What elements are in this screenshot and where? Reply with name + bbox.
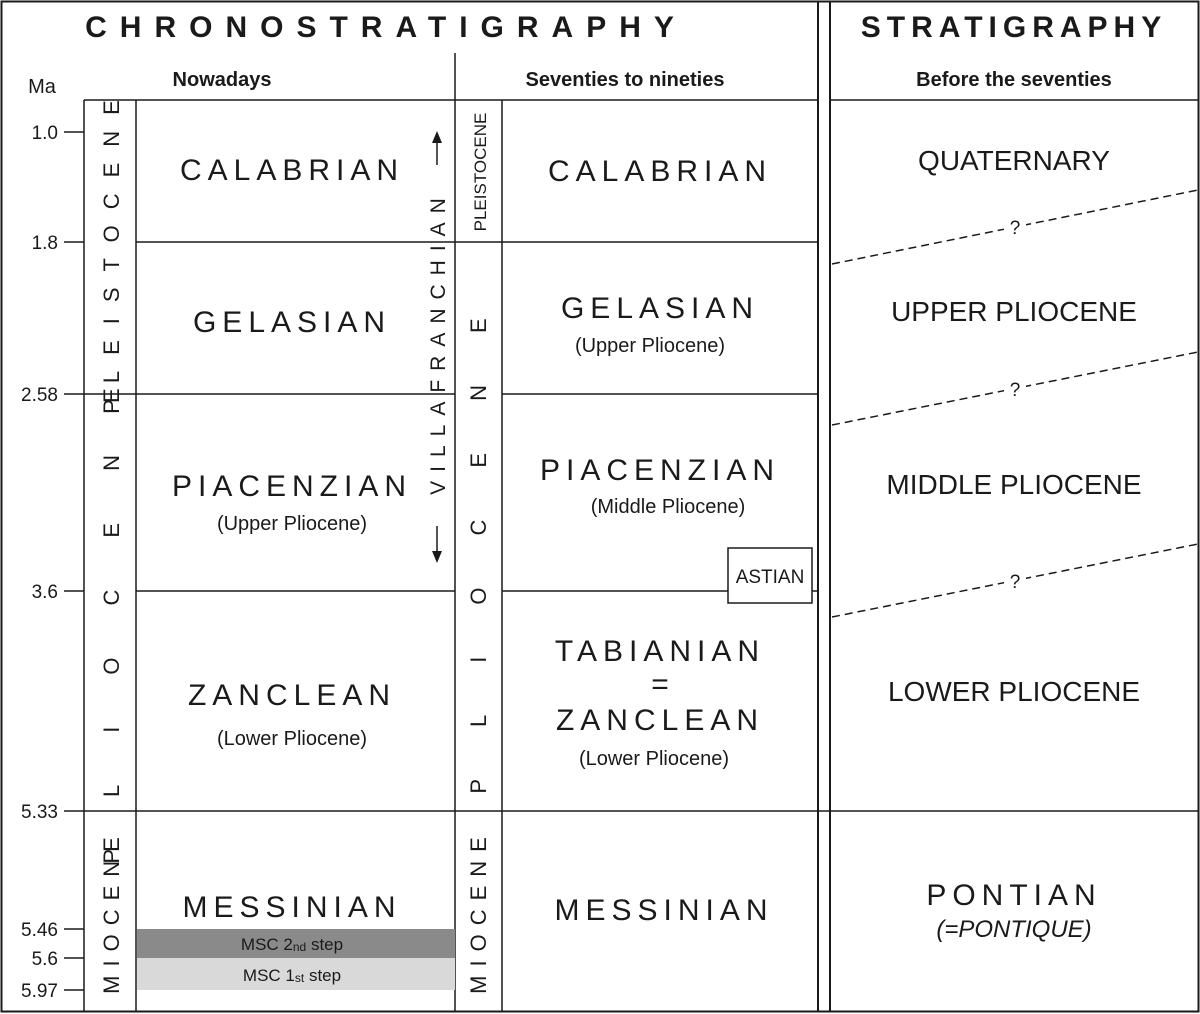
before-unit-lower-pliocene: LOWER PLIOCENE: [887, 676, 1141, 707]
tick-label-3-6: 3.6: [31, 582, 58, 603]
uncertain-mark-2: ?: [1009, 380, 1021, 401]
tick-label-5-46: 5.46: [21, 920, 58, 941]
nowadays-stage-zanclean-sub: (Lower Pliocene): [216, 728, 368, 750]
msc-1st-step-label: MSC 1st step: [242, 966, 342, 985]
msc-2nd-step-label: MSC 2nd step: [240, 935, 344, 954]
nowadays-epoch-pliocene: PLIOCENE: [99, 336, 124, 864]
seventies-epoch-pleistocene: PLEISTOCENE: [471, 112, 490, 232]
seventies-stage-zanclean-sub: (Lower Pliocene): [578, 748, 730, 770]
stratigraphy-title: STRATIGRAPHY: [860, 11, 1168, 44]
before-header: Before the seventies: [916, 69, 1112, 91]
nowadays-stage-piacenzian-sub: (Upper Pliocene): [216, 513, 368, 535]
chronostratigraphy-title: CHRONOSTRATIGRAPHY: [85, 11, 687, 44]
seventies-stage-tabianian: TABIANIAN: [554, 635, 766, 668]
nowadays-stage-piacenzian: PIACENZIAN: [171, 470, 413, 503]
tick-label-1-0: 1.0: [31, 123, 58, 144]
seventies-stage-gelasian-sub: (Upper Pliocene): [574, 335, 726, 357]
seventies-stage-piacenzian-sub: (Middle Pliocene): [590, 496, 746, 518]
villafranchian-label: VILLAFRANCHIAN: [427, 189, 450, 495]
nowadays-stage-messinian: MESSINIAN: [182, 891, 402, 924]
uncertain-mark-1: ?: [1009, 218, 1021, 239]
uncertain-mark-3: ?: [1009, 572, 1021, 593]
tick-label-5-6: 5.6: [31, 949, 58, 970]
seventies-stage-calabrian: CALABRIAN: [547, 155, 773, 188]
nowadays-header: Nowadays: [172, 69, 272, 91]
tick-label-5-97: 5.97: [21, 981, 58, 1002]
before-unit-pontian: PONTIAN: [926, 879, 1102, 912]
ma-ticks: [21, 123, 84, 1002]
seventies-stage-piacenzian: PIACENZIAN: [539, 454, 781, 487]
seventies-epoch-pliocene: PLIOCENE: [466, 266, 491, 794]
seventies-epoch-miocene: MIOCENE: [466, 828, 491, 994]
seventies-stage-messinian: MESSINIAN: [554, 894, 774, 927]
nowadays-epoch-miocene: MIOCENE: [99, 828, 124, 994]
before-unit-pontian-sub: (=PONTIQUE): [936, 916, 1092, 943]
before-unit-upper-pliocene: UPPER PLIOCENE: [891, 296, 1137, 327]
before-unit-middle-pliocene: MIDDLE PLIOCENE: [886, 469, 1142, 500]
before-unit-quaternary: QUATERNARY: [918, 145, 1110, 176]
villafranchian-arrow-up-icon: [432, 131, 442, 143]
villafranchian-arrow-down-icon: [432, 551, 442, 563]
ma-label: Ma: [28, 76, 56, 98]
tick-label-5-33: 5.33: [21, 802, 58, 823]
seventies-stage-zanclean: ZANCLEAN: [555, 704, 765, 737]
nowadays-epoch-pleistocene: PLEISTOCENE: [99, 84, 124, 414]
nowadays-stage-calabrian: CALABRIAN: [179, 154, 405, 187]
tick-label-2-58: 2.58: [21, 385, 58, 406]
seventies-stage-equals: =: [651, 668, 669, 701]
nowadays-stage-zanclean: ZANCLEAN: [187, 679, 397, 712]
tick-label-1-8: 1.8: [31, 233, 58, 254]
seventies-header: Seventies to nineties: [525, 69, 725, 91]
astian-label: ASTIAN: [735, 567, 805, 588]
nowadays-stage-gelasian: GELASIAN: [192, 306, 392, 339]
seventies-stage-gelasian: GELASIAN: [560, 292, 760, 325]
